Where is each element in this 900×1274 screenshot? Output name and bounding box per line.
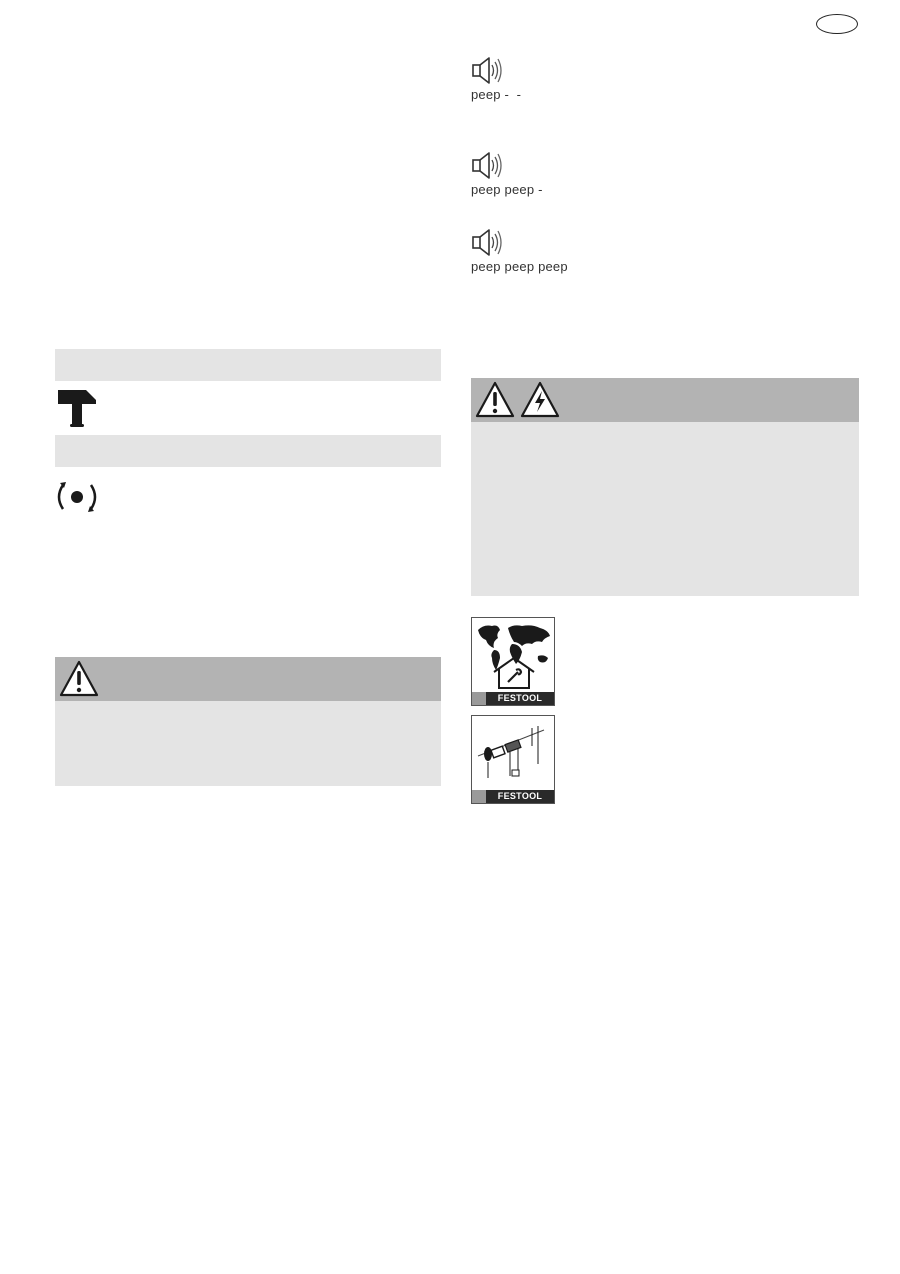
speaker-icon — [471, 228, 505, 258]
signal-group — [471, 151, 543, 199]
signal-group — [471, 228, 568, 276]
signal-label: peep peep - — [471, 182, 543, 197]
warning-header — [55, 657, 441, 701]
signal-label: peep peep peep — [471, 259, 568, 274]
hammer-icon — [56, 386, 98, 428]
spare-parts-icon — [474, 718, 554, 793]
service-card — [471, 715, 555, 804]
brand-strip — [472, 790, 486, 803]
festool-logo: FESTOOL — [486, 790, 554, 803]
speaker-icon — [471, 151, 505, 181]
language-badge — [816, 14, 858, 34]
warning-triangle-icon — [59, 660, 99, 703]
section-header-bar — [55, 349, 441, 381]
warning-body — [55, 701, 441, 786]
speaker-icon — [471, 56, 505, 86]
electric-hazard-icon — [520, 381, 560, 424]
brand-strip — [472, 692, 486, 705]
rotation-mode-icon — [54, 480, 100, 514]
warning-header — [471, 378, 859, 422]
warning-body — [471, 422, 859, 596]
signal-group — [471, 56, 521, 104]
warning-triangle-icon — [475, 381, 515, 424]
signal-label: peep - - — [471, 87, 522, 102]
festool-logo: FESTOOL — [486, 692, 554, 705]
service-card — [471, 617, 555, 706]
world-service-icon — [474, 620, 554, 695]
section-header-bar — [55, 435, 441, 467]
